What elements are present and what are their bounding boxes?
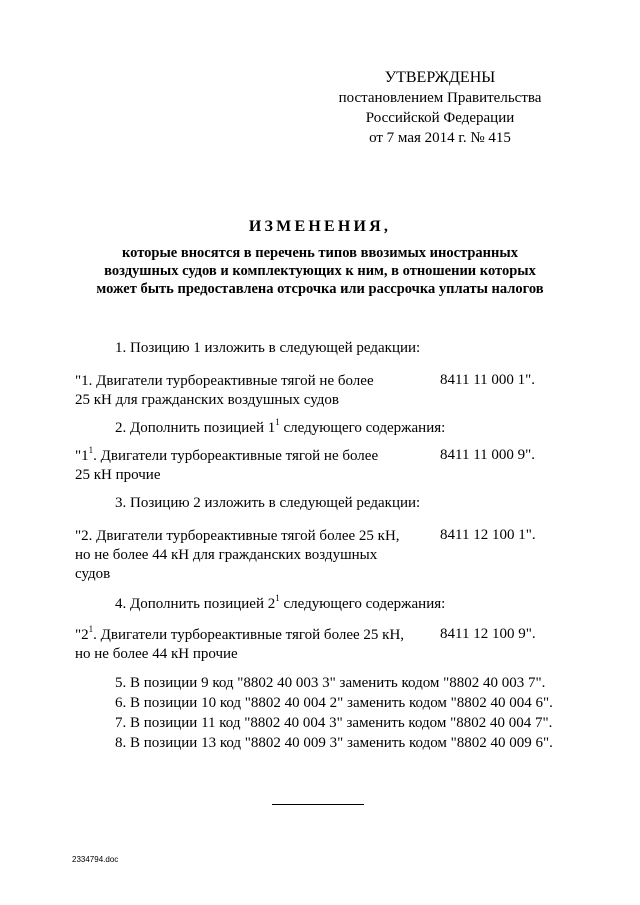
entry-3-line-2: но не более 44 кН для гражданских воздушных xyxy=(75,547,378,563)
entry-1-line-1: "1. Двигатели турбореактивные тягой не более xyxy=(75,373,374,389)
change-4-instruction xyxy=(115,593,446,613)
subtitle-line-3: может быть предоставлена отсрочка или рассрочка уплаты налогов xyxy=(96,281,544,297)
approval-line-3: от 7 мая 2014 г. № 415 xyxy=(369,130,511,146)
entry-1-line-2: 25 кН для гражданских воздушных судов xyxy=(75,392,340,408)
subtitle xyxy=(60,244,580,298)
approval-heading: УТВЕРЖДЕНЫ xyxy=(384,69,496,86)
entry-4-line-1-rest: . Двигатели турбореактивные тягой более 25 кН, xyxy=(93,627,405,643)
change-6-instruction: 6. В позиции 10 код "8802 40 004 2" заменить кодом "8802 40 004 6". xyxy=(115,695,553,711)
change-4-text-before: 4. Дополнить позицией 2 xyxy=(115,596,276,612)
entry-2-name xyxy=(75,447,378,485)
document-title: ИЗМЕНЕНИЯ, xyxy=(248,218,392,235)
entry-2-line-1-rest: . Двигатели турбореактивные тягой не более xyxy=(93,448,379,464)
entry-2-prefix: "1 xyxy=(75,448,89,464)
change-4-superscript: 1 xyxy=(275,593,280,603)
entry-1-name xyxy=(75,372,374,410)
entry-3-line-1: "2. Двигатели турбореактивные тягой более 25 кН, xyxy=(75,528,400,544)
change-8-instruction: 8. В позиции 13 код "8802 40 009 3" заменить кодом "8802 40 009 6". xyxy=(115,735,553,751)
entry-2-line-2: 25 кН прочие xyxy=(75,467,161,483)
approval-stamp xyxy=(330,68,550,148)
entry-3-name xyxy=(75,527,400,584)
entry-4-line-1 xyxy=(75,626,404,645)
change-1-instruction: 1. Позицию 1 изложить в следующей редакции: xyxy=(115,340,421,356)
file-reference: 2334794.doc xyxy=(72,855,119,864)
change-7-instruction: 7. В позиции 11 код "8802 40 004 3" заменить кодом "8802 40 004 7". xyxy=(115,715,553,731)
entry-3-code: 8411 12 100 1". xyxy=(440,527,536,543)
entry-4-prefix: "2 xyxy=(75,627,89,643)
change-2-text-after: следующего содержания: xyxy=(279,420,446,436)
change-2-text-before: 2. Дополнить позицией 1 xyxy=(115,420,276,436)
approval-line-1: постановлением Правительства xyxy=(338,90,542,106)
title-block xyxy=(60,218,580,298)
entry-2-superscript: 1 xyxy=(88,445,94,455)
change-3-instruction: 3. Позицию 2 изложить в следующей редакции: xyxy=(115,495,421,511)
closing-divider xyxy=(272,804,364,805)
entry-3-line-3: судов xyxy=(75,566,111,582)
entry-4-name xyxy=(75,626,404,664)
entry-4-code: 8411 12 100 9". xyxy=(440,626,536,642)
change-5-instruction: 5. В позиции 9 код "8802 40 003 3" заменить кодом "8802 40 003 7". xyxy=(115,675,546,691)
subtitle-line-2: воздушных судов и комплектующих к ним, в отношении которых xyxy=(104,263,536,279)
subtitle-line-1: которые вносятся в перечень типов ввозимых иностранных xyxy=(122,245,518,261)
approval-line-2: Российской Федерации xyxy=(365,110,515,126)
entry-4-superscript: 1 xyxy=(88,624,94,634)
change-2-instruction xyxy=(115,417,446,437)
change-4-text-after: следующего содержания: xyxy=(279,596,446,612)
entry-1-code: 8411 11 000 1". xyxy=(440,372,536,388)
entry-2-code: 8411 11 000 9". xyxy=(440,447,536,463)
entry-2-line-1 xyxy=(75,447,378,466)
change-2-superscript: 1 xyxy=(275,417,280,427)
entry-4-line-2: но не более 44 кН прочие xyxy=(75,646,238,662)
